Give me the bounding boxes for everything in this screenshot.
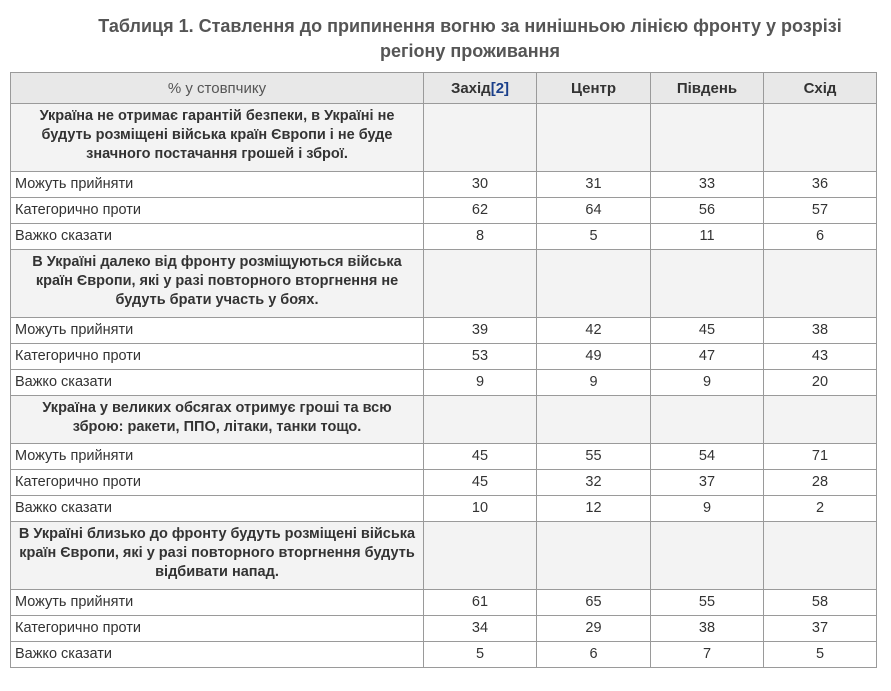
header-west: [424, 73, 537, 104]
empty-cell: [764, 396, 877, 444]
value-south: 45: [651, 318, 764, 344]
empty-cell: [651, 250, 764, 318]
header-east: Схід: [764, 73, 877, 104]
value-east: 38: [764, 318, 877, 344]
value-west: 45: [424, 444, 537, 470]
section-question: В Україні близько до фронту будуть розміщені війська країн Європи, які у разі повторного вторгнення будуть відбивати напад.: [11, 522, 424, 590]
value-west: 45: [424, 470, 537, 496]
empty-cell: [424, 396, 537, 444]
value-east: 58: [764, 590, 877, 616]
section-row: [11, 104, 877, 172]
value-east: 37: [764, 616, 877, 642]
value-east: 36: [764, 172, 877, 198]
table-row: [11, 318, 877, 344]
table-row: [11, 496, 877, 522]
value-east: 71: [764, 444, 877, 470]
table-row: [11, 198, 877, 224]
row-label: Важко сказати: [11, 496, 424, 522]
value-west: 10: [424, 496, 537, 522]
value-center: 65: [537, 590, 651, 616]
value-east: 43: [764, 344, 877, 370]
value-south: 9: [651, 370, 764, 396]
region-table: [10, 72, 877, 668]
value-center: 29: [537, 616, 651, 642]
empty-cell: [424, 104, 537, 172]
value-center: 5: [537, 224, 651, 250]
row-label: Категорично проти: [11, 344, 424, 370]
empty-cell: [424, 250, 537, 318]
row-label: Важко сказати: [11, 642, 424, 668]
section-question: Україна у великих обсягах отримує гроші та всю зброю: ракети, ППО, літаки, танки тощо.: [11, 396, 424, 444]
table-body: [11, 104, 877, 668]
value-west: 34: [424, 616, 537, 642]
value-center: 31: [537, 172, 651, 198]
value-south: 38: [651, 616, 764, 642]
value-center: 42: [537, 318, 651, 344]
row-label: Важко сказати: [11, 224, 424, 250]
value-center: 32: [537, 470, 651, 496]
value-west: 8: [424, 224, 537, 250]
table-row: [11, 370, 877, 396]
row-label: Можуть прийняти: [11, 172, 424, 198]
value-south: 54: [651, 444, 764, 470]
empty-cell: [764, 250, 877, 318]
value-center: 64: [537, 198, 651, 224]
section-row: [11, 250, 877, 318]
table-row: [11, 444, 877, 470]
row-label: Важко сказати: [11, 370, 424, 396]
value-south: 33: [651, 172, 764, 198]
empty-cell: [424, 522, 537, 590]
value-west: 39: [424, 318, 537, 344]
section-row: [11, 522, 877, 590]
value-east: 28: [764, 470, 877, 496]
value-west: 61: [424, 590, 537, 616]
empty-cell: [537, 104, 651, 172]
header-south: Південь: [651, 73, 764, 104]
empty-cell: [764, 104, 877, 172]
section-question: В Україні далеко від фронту розміщуються війська країн Європи, які у разі повторного вторгнення не будуть брати участь у боях.: [11, 250, 424, 318]
value-center: 9: [537, 370, 651, 396]
value-east: 6: [764, 224, 877, 250]
value-west: 30: [424, 172, 537, 198]
table-row: [11, 344, 877, 370]
value-south: 37: [651, 470, 764, 496]
row-label: Категорично проти: [11, 470, 424, 496]
empty-cell: [537, 250, 651, 318]
section-question: Україна не отримає гарантій безпеки, в Україні не будуть розміщені війська країн Європи і не буде значного постачання грошей і зброї.: [11, 104, 424, 172]
empty-cell: [651, 104, 764, 172]
value-west: 9: [424, 370, 537, 396]
value-west: 5: [424, 642, 537, 668]
table-title: Таблиця 1. Ставлення до припинення вогню за нинішньою лінією фронту у розрізі регіону проживання: [98, 16, 842, 61]
row-label: Можуть прийняти: [11, 318, 424, 344]
empty-cell: [651, 522, 764, 590]
table-row: [11, 172, 877, 198]
value-east: 2: [764, 496, 877, 522]
value-west: 53: [424, 344, 537, 370]
value-south: 7: [651, 642, 764, 668]
empty-cell: [764, 522, 877, 590]
row-label: Категорично проти: [11, 198, 424, 224]
header-percent-column: % у стовпчику: [11, 73, 424, 104]
value-south: 9: [651, 496, 764, 522]
value-center: 55: [537, 444, 651, 470]
table-row: [11, 590, 877, 616]
section-row: [11, 396, 877, 444]
header-center: Центр: [537, 73, 651, 104]
value-center: 12: [537, 496, 651, 522]
empty-cell: [537, 522, 651, 590]
value-west: 62: [424, 198, 537, 224]
value-south: 11: [651, 224, 764, 250]
row-label: Категорично проти: [11, 616, 424, 642]
table-row: [11, 470, 877, 496]
header-west-label: Захід: [450, 79, 491, 97]
value-east: 57: [764, 198, 877, 224]
value-east: 5: [764, 642, 877, 668]
value-south: 56: [651, 198, 764, 224]
value-south: 55: [651, 590, 764, 616]
empty-cell: [537, 396, 651, 444]
value-center: 49: [537, 344, 651, 370]
footnote-link[interactable]: [2]: [490, 79, 510, 97]
row-label: Можуть прийняти: [11, 590, 424, 616]
value-east: 20: [764, 370, 877, 396]
value-south: 47: [651, 344, 764, 370]
row-label: Можуть прийняти: [11, 444, 424, 470]
table-row: [11, 642, 877, 668]
value-center: 6: [537, 642, 651, 668]
table-row: [11, 616, 877, 642]
header-row: [11, 73, 877, 104]
empty-cell: [651, 396, 764, 444]
table-row: [11, 224, 877, 250]
